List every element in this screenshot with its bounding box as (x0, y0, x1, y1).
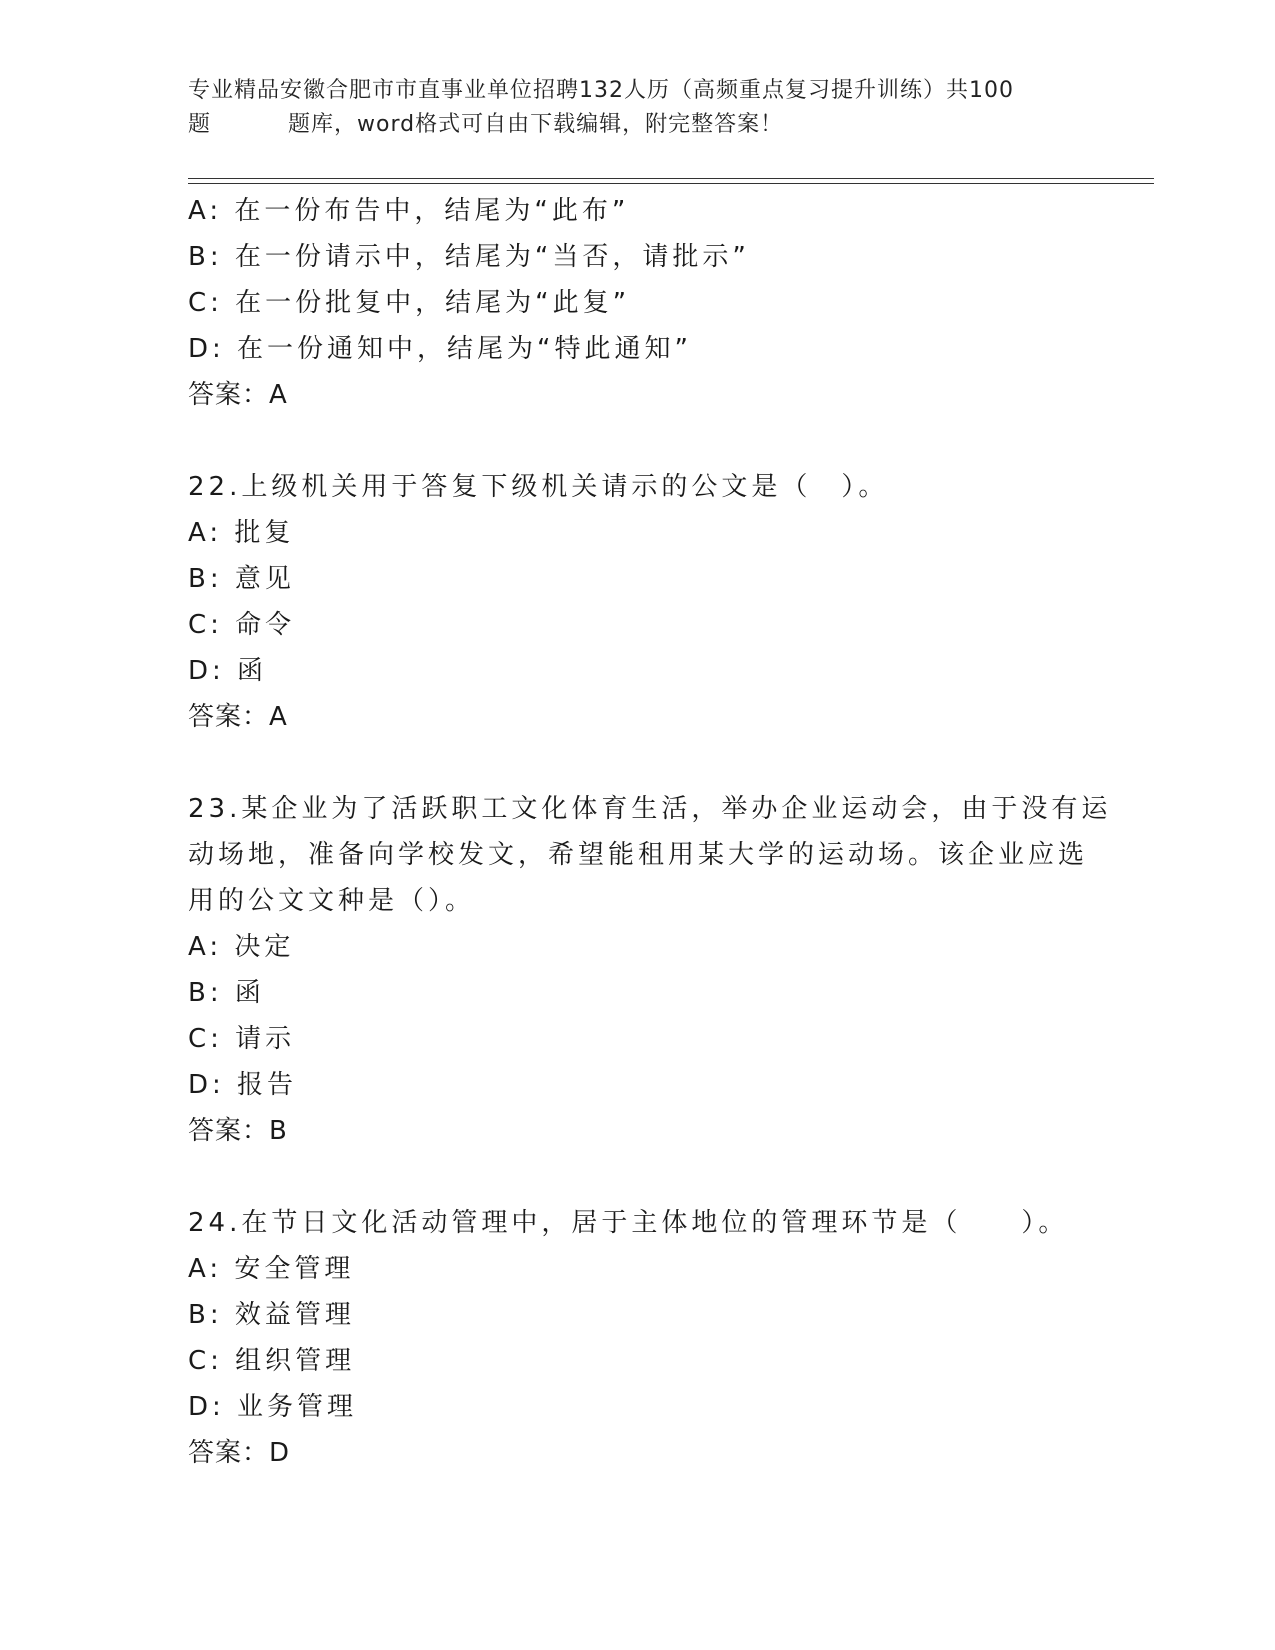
question-text: 22.上级机关用于答复下级机关请示的公文是（ ）。 (188, 472, 889, 502)
header-title-line-2 (188, 108, 1088, 142)
question-block-23 (188, 786, 1112, 1154)
spacer (188, 1154, 1088, 1200)
question-block-21 (188, 188, 1088, 418)
question-text-line-2: 动场地，准备向学校发文，希望能租用某大学的运动场。该企业应选 (188, 840, 1089, 870)
header-title-line-2-left: 题 (188, 112, 212, 137)
option-c: C: 在一份批复中，结尾为“此复” (188, 288, 631, 318)
option-d: D: 报告 (188, 1070, 298, 1100)
option-b: B: 意见 (188, 564, 295, 594)
question-text-line-1: 23.某企业为了活跃职工文化体育生活，举办企业运动会，由于没有运 (188, 794, 1112, 824)
option-c: C: 命令 (188, 610, 296, 640)
header-title-line-1: 专业精品安徽合肥市市直事业单位招聘132人历（高频重点复习提升训练）共100 (188, 78, 1014, 103)
option-d: D: 函 (188, 656, 268, 686)
question-text: 24.在节日文化活动管理中，居于主体地位的管理环节是（ ）。 (188, 1208, 1069, 1238)
header-divider-top (188, 178, 1154, 179)
header-divider-bottom (188, 183, 1154, 184)
document-header (188, 74, 1088, 142)
answer-line: 答案：D (188, 1438, 291, 1468)
option-a: A: 在一份布告中，结尾为“此布” (188, 196, 630, 226)
question-block-24 (188, 1200, 1088, 1476)
answer-line: 答案：A (188, 702, 288, 732)
answer-line: 答案：A (188, 380, 288, 410)
option-a: A: 决定 (188, 932, 295, 962)
option-b: B: 效益管理 (188, 1300, 355, 1330)
option-a: A: 安全管理 (188, 1254, 355, 1284)
option-d: D: 业务管理 (188, 1392, 358, 1422)
spacer (188, 418, 1088, 464)
question-list (188, 188, 1112, 1476)
option-b: B: 函 (188, 978, 265, 1008)
option-b: B: 在一份请示中，结尾为“当否，请批示” (188, 242, 750, 272)
option-c: C: 组织管理 (188, 1346, 356, 1376)
option-d: D: 在一份通知中，结尾为“特此通知” (188, 334, 692, 364)
spacer (188, 740, 1088, 786)
answer-line: 答案：B (188, 1116, 288, 1146)
question-text-line-3: 用的公文文种是（）。 (188, 886, 476, 916)
question-block-22 (188, 464, 1088, 740)
header-title-line-2-right: 题库，word格式可自由下载编辑，附完整答案！ (288, 112, 784, 137)
option-c: C: 请示 (188, 1024, 296, 1054)
option-a: A: 批复 (188, 518, 295, 548)
